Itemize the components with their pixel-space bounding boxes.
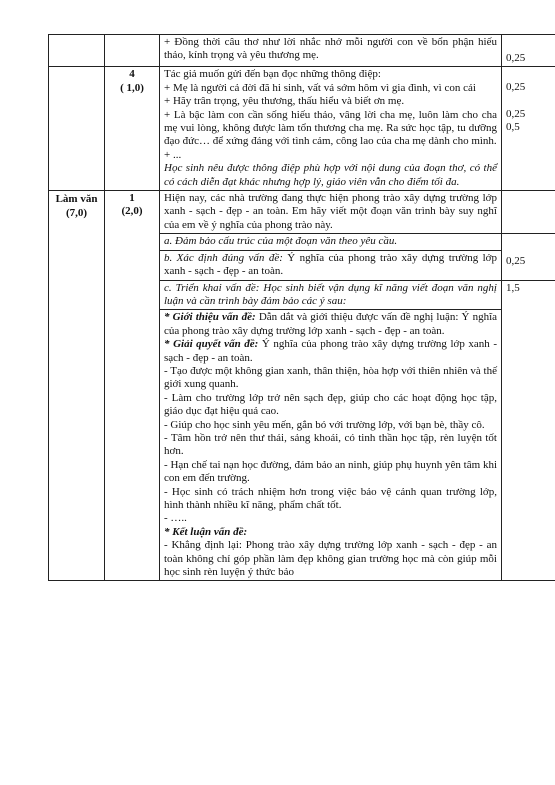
criterion-cell xyxy=(160,250,502,280)
score-cell xyxy=(502,191,555,234)
body-item: - Làm cho trường lớp trở nên sạch đẹp, giúp cho các hoạt động học tập, giáo dục đạt hiệu quả cao. xyxy=(164,391,497,418)
criterion-c: c. Triển khai vấn đề: Học sinh biết vận dụng kĩ năng viết đoạn văn nghị luận và cần trình bày đảm bảo các ý sau: xyxy=(164,281,497,307)
score-value: 0,25 xyxy=(506,52,526,64)
score-cell xyxy=(502,35,555,67)
score-value: 0,25 xyxy=(506,255,526,268)
body-item: - ….. xyxy=(164,512,187,525)
answer-intro: Tác giả muốn gửi đến bạn đọc những thông điệp: xyxy=(164,68,381,81)
question-number: 4 xyxy=(129,68,135,81)
question-cell xyxy=(105,191,160,581)
question-cell xyxy=(105,35,160,67)
criterion-b-label: b. Xác định đúng vấn đề: xyxy=(164,251,283,264)
question-cell xyxy=(105,67,160,191)
part-cell xyxy=(49,191,105,581)
grading-note: Học sinh nêu được thông điệp phù hợp với nội dung của đoạn thơ, có thể có cách diễn đạt khác nhưng hợp lý, giáo viên vẫn cho điểm tối đa. xyxy=(164,162,497,188)
criterion-a: a. Đảm bảo cấu trúc của một đoạn văn theo yêu cầu. xyxy=(164,235,398,248)
score-cell xyxy=(502,67,555,191)
criterion-cell xyxy=(160,234,502,250)
answer-line: + Đồng thời câu thơ như lời nhắc nhở mỗi người con về bổn phận hiếu thảo, kính trọng và yêu thương mẹ. xyxy=(164,36,497,62)
part-label: Làm văn xyxy=(55,193,98,206)
score-cell xyxy=(502,234,555,280)
table-row-question-4 xyxy=(49,67,555,191)
conclusion-label: * Kết luận vấn đề: xyxy=(164,525,248,538)
answer-item: + Mẹ là người cả đời đã hi sinh, vất vả sớm hôm vì gia đình, vì con cái xyxy=(164,81,476,94)
question-number: 1 xyxy=(129,192,135,205)
answer-item: + ... xyxy=(164,148,182,161)
answer-cell xyxy=(160,67,502,191)
body-item: - Học sinh có trách nhiệm hơn trong việc bảo vệ cảnh quan trường lớp, hình thành nhiều kĩ năng, phẩm chất tốt. xyxy=(164,485,497,511)
prompt-cell xyxy=(160,191,502,234)
detail-cell xyxy=(160,310,502,581)
answer-cell xyxy=(160,35,502,67)
writing-prompt: Hiện nay, các nhà trường đang thực hiện phong trào xây dựng trường lớp xanh - sạch - đẹp - an toàn. Em hãy viết một đoạn văn trình bày suy nghĩ của em về ý nghĩa của phong trào này. xyxy=(164,192,497,231)
criterion-b-text: Ý nghĩa của phong trào xây dựng trường lớp xanh - sạch - đẹp - an toàn. xyxy=(164,251,497,278)
table-row-continuation xyxy=(49,35,555,67)
answer-item: + Hãy trân trọng, yêu thương, thấu hiểu và biết ơn mẹ. xyxy=(164,95,405,108)
question-points: (2,0) xyxy=(121,205,143,218)
score-cell xyxy=(502,280,555,581)
grading-table xyxy=(48,34,555,581)
body-item: - Tâm hồn trở nên thư thái, sảng khoái, có tinh thần học tập, rèn luyện tốt hơn. xyxy=(164,431,497,458)
question-points: ( 1,0) xyxy=(120,81,144,94)
body-text: Ý nghĩa của phong trào xây dựng trường lớp xanh - sạch - đẹp - an toàn. xyxy=(164,338,497,364)
intro-text: Dẫn dắt và giới thiệu được vấn đề nghị luận: Ý nghĩa của phong trào xây dựng trường lớp xanh - sạch - đẹp - an toàn. xyxy=(164,311,498,337)
score-value: 0,5 xyxy=(506,121,520,134)
answer-item: + Là bậc làm con cần sống hiếu thảo, vâng lời cha mẹ, luôn làm cho cha mẹ vui lòng, không được làm tổn thương cha mẹ. Ra sức học tập, tu dưỡng đạo đức… để xứng đáng với tình cảm, công lao của cha mẹ dành cho mình. xyxy=(164,108,497,148)
score-value: 0,25 xyxy=(506,81,526,94)
part-cell xyxy=(49,35,105,67)
body-item: - Hạn chế tai nạn học đường, đảm bảo an ninh, giúp phụ huynh yên tâm khi con em đến trường. xyxy=(164,458,497,485)
body-item: - Tạo được một không gian xanh, thân thiện, hòa hợp với thiên nhiên và thế giới xung quanh. xyxy=(164,364,497,391)
intro-label: * Giới thiệu vấn đề: xyxy=(164,311,256,324)
score-value: 1,5 xyxy=(506,281,520,294)
conclusion-text: - Khẳng định lại: Phong trào xây dựng trường lớp xanh - sạch - đẹp - an toàn không chỉ góp phần làm đẹp không gian trường học mà còn giúp mỗi học sinh rèn luyện ý thức bảo xyxy=(164,539,497,579)
score-value: 0,25 xyxy=(506,107,526,120)
table-row-writing-prompt xyxy=(49,191,555,234)
part-cell xyxy=(49,67,105,191)
criterion-cell xyxy=(160,280,502,310)
body-item: - Giúp cho học sinh yêu mến, gắn bó với trường lớp, với bạn bè, thầy cô. xyxy=(164,418,485,431)
body-label: * Giải quyết vấn đề: xyxy=(164,338,259,351)
part-points: (7,0) xyxy=(65,207,88,220)
